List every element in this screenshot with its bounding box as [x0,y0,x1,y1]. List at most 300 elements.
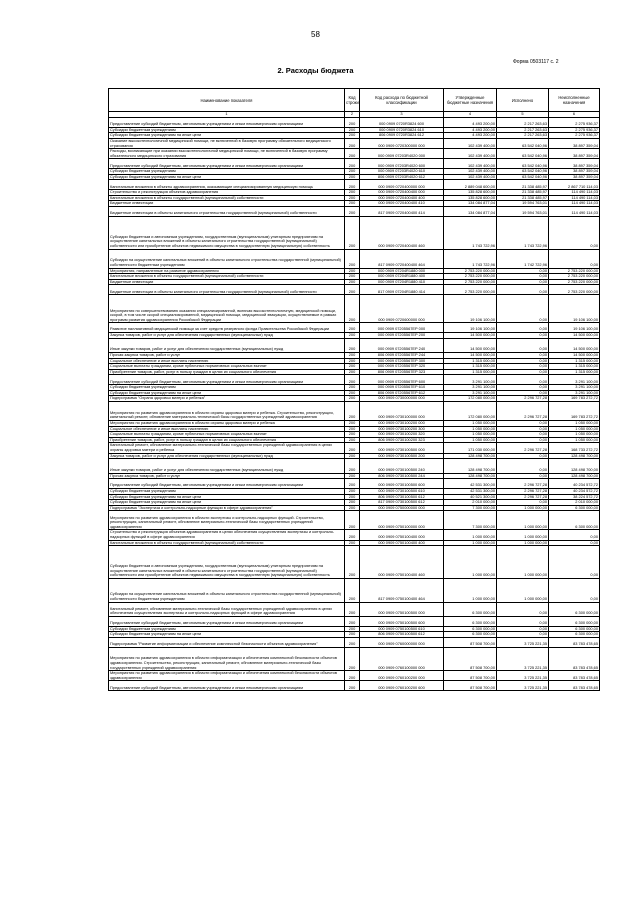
row-remaining: 1 050 000,00 [549,421,600,427]
row-line-code: 200 [345,616,360,626]
row-line-code: 200 [345,268,360,274]
row-remaining: 1 050 000,00 [549,437,600,443]
row-remaining: 2 275 936,37 [549,133,600,139]
row-expense-code: 000 0909 07205567ЕР 000 [360,323,444,333]
row-executed: 19 594 763,01 [497,201,549,207]
row-approved: 87 508 700,00 [444,681,497,691]
row-line-code: 200 [345,138,360,148]
row-expense-code: 806 0909 07205567ЕР 244 [360,353,444,359]
row-line-code: 200 [345,473,360,479]
row-line-code: 200 [345,274,360,280]
row-line-code: 200 [345,133,360,139]
row-executed: 3 725 221,35 [497,647,549,671]
row-approved: 2 753 220 000,00 [444,285,497,295]
row-executed: 3 725 221,35 [497,671,549,681]
row-line-code: 200 [345,488,360,494]
row-approved: 6 300 000,00 [444,632,497,638]
row-expense-code: 000 0909 0730100500 200 [360,453,444,459]
row-name: Бюджетные инвестиции в объекты капитального строительства государственной (муниципальной) собственности [109,285,345,295]
row-approved: 135 828 600,00 [444,190,497,196]
row-approved: 102 439 400,00 [444,138,497,148]
row-expense-code: 000 0909 0720400400 000 [360,190,444,196]
row-line-code: 200 [345,500,360,506]
row-name: Развитие паллиативной медицинской помощи за счет средств резервного фонда Правительства Российской Федерации [109,323,345,333]
row-line-code: 200 [345,127,360,133]
row-expense-code: 000 0909 0730100200 000 [360,421,444,427]
row-remaining: 0,00 [549,530,600,540]
section-title: 2. Расходы бюджета [277,66,354,75]
row-executed: 3 725 221,35 [497,637,549,647]
row-executed: 2 217 263,63 [497,133,549,139]
row-approved: 128 498 700,00 [444,459,497,473]
row-remaining: 19 106 100,00 [549,295,600,323]
row-expense-code: 000 0909 0750100400 000 [360,530,444,540]
row-executed: 0,00 [497,323,549,333]
row-remaining: 14 500 000,00 [549,338,600,352]
row-executed: 0,00 [497,295,549,323]
row-line-code: 200 [345,546,360,579]
row-name: Мероприятия по развитию здравоохранения в области охраны здоровья матери и ребенка. Строительство, реконструкция, капитальный ремонт, обновление материально-технической базы государственных учреждений здравоохранения [109,402,345,421]
row-remaining: 1 315 000,00 [549,369,600,375]
row-line-code: 200 [345,647,360,671]
row-name: Капитальные вложения в объекты государственной (муниципальной) собственности [109,274,345,280]
row-name: Субсидии на осуществление капитальных вложений в объекты капитального строительства государственной (муниципальной) собственности бюджетным учреждениям [109,249,345,268]
row-executed: 1 742 722,96 [497,249,549,268]
row-remaining: 0,00 [549,546,600,579]
row-executed: 63 542 040,96 [497,169,549,175]
table-row [109,118,600,128]
row-expense-code: 817 0909 0730100500 612 [360,500,444,506]
row-name: Подпрограмма "Развитие информатизации и обеспечение комплексной безопасности объектов здравоохранения" [109,637,345,647]
row-executed: 1 000 000,00 [497,505,549,511]
table-row [109,285,600,295]
row-line-code: 200 [345,249,360,268]
row-executed: 0,00 [497,500,549,506]
row-remaining: 114 490 114,03 [549,195,600,201]
row-expense-code: 000 0909 07203R4020 600 [360,159,444,169]
row-remaining: 14 500 000,00 [549,333,600,339]
row-line-code: 200 [345,505,360,511]
row-line-code: 200 [345,358,360,364]
row-expense-code: 000 0909 0730100500 240 [360,459,444,473]
row-name: Приобретение товаров, работ, услуг в пользу граждан в целях их социального обеспечения [109,369,345,375]
row-line-code: 200 [345,118,360,128]
row-expense-code: 000 0909 0730100500 600 [360,479,444,489]
row-executed: 0,00 [497,274,549,280]
row-expense-code: 000 0909 0720400400 410 [360,201,444,207]
row-executed: 0,00 [497,426,549,432]
row-line-code: 200 [345,201,360,207]
row-remaining: 114 490 114,03 [549,201,600,207]
table-row [109,195,600,201]
header-index: 3 [360,112,444,118]
row-approved: 1 050 000,00 [444,437,497,443]
row-name: Оказание высокотехнологичной медицинской помощи, не включенной в базовую программу обязательного медицинского страхования [109,138,345,148]
row-expense-code: 806 0909 0730100200 323 [360,437,444,443]
row-executed: 1 000 000,00 [497,530,549,540]
row-expense-code: 000 0909 07203R4020 610 [360,169,444,175]
row-remaining: 83 783 478,65 [549,671,600,681]
row-executed: 19 594 763,01 [497,206,549,216]
row-approved: 19 106 100,00 [444,323,497,333]
row-remaining: 2 753 220 000,00 [549,285,600,295]
row-approved: 2 889 048 600,00 [444,180,497,190]
row-remaining: 6 300 000,00 [549,511,600,530]
header-index: 4 [444,112,497,118]
row-approved: 14 500 000,00 [444,353,497,359]
row-approved: 42 531 300,00 [444,488,497,494]
row-executed: 0,00 [497,369,549,375]
row-approved: 128 498 700,00 [444,453,497,459]
row-remaining: 2 867 710 114,03 [549,180,600,190]
row-expense-code: 817 0909 07204R1880 414 [360,285,444,295]
row-name: Строительство и реконструкция объектов здравоохранения в целях обеспечения осуществления экспертизы и контрольно-надзорных функций в сфере здравоохранения [109,530,345,540]
row-remaining: 38 897 359,04 [549,138,600,148]
row-name: Субсидии бюджетным и автономным учреждениям, государственным (муниципальным) унитарным предприятиям на осуществление капитальных вложений в объекты капитального строительства государственной (муниципальной) собственности или приобретение объектов недвижимого имущества в государственную (муниципальную) собственность [109,216,345,249]
row-name: Иные закупки товаров, работ и услуг для обеспечения государственных (муниципальных) нужд [109,338,345,352]
row-remaining: 40 234 572,72 [549,479,600,489]
row-executed: 0,00 [497,616,549,626]
row-approved: 134 084 877,04 [444,206,497,216]
row-remaining: 83 783 478,65 [549,681,600,691]
row-remaining: 128 498 700,00 [549,453,600,459]
row-line-code: 200 [345,421,360,427]
row-remaining: 38 897 359,04 [549,174,600,180]
row-executed: 2 217 263,63 [497,127,549,133]
table-row [109,216,600,249]
table-row [109,190,600,196]
row-expense-code: 000 0909 07204R1880 000 [360,268,444,274]
row-expense-code: 000 0909 07205567ЕР 320 [360,364,444,370]
row-approved: 3 291 100,00 [444,375,497,385]
row-executed: 1 743 722,96 [497,216,549,249]
row-line-code: 200 [345,626,360,632]
row-name: Мероприятия по развитию здравоохранения в области экспертизы и контрольно-надзорных функций. Строительство, реконструкция, капитальный ремонт, обновление материально-технической базы государственных учреждений здравоохранения [109,511,345,530]
row-line-code: 200 [345,190,360,196]
row-approved: 7 300 000,00 [444,505,497,511]
row-expense-code: 000 0909 07204R1880 410 [360,279,444,285]
table-header [109,89,600,118]
row-executed: 1 000 000,00 [497,578,549,602]
row-remaining: 128 498 700,00 [549,459,600,473]
row-executed: 0,00 [497,268,549,274]
row-name: Мероприятия по развитию здравоохранения в области информатизации и обеспечения комплексной безопасности объектов здравоохранения. Строительство, реконструкция, капитальный ремонт, обновление материально-технической базы государственных учреждений здравоохранения [109,647,345,671]
row-executed: 0,00 [497,437,549,443]
row-expense-code: 000 0909 0750100500 610 [360,626,444,632]
row-name: Предоставление субсидий бюджетным, автономным учреждениям и иным некоммерческим организациям [109,159,345,169]
row-expense-code: 000 0909 0720R3824 610 [360,127,444,133]
row-executed: 0,00 [497,385,549,391]
row-expense-code: 000 0909 0720400400 400 [360,195,444,201]
row-line-code: 200 [345,169,360,175]
header-expense-code: Код расхода по бюджетной классификации [360,89,444,112]
row-line-code: 200 [345,437,360,443]
table-row [109,546,600,579]
row-executed: 3 725 221,35 [497,681,549,691]
row-line-code: 200 [345,578,360,602]
table-row [109,479,600,489]
row-approved: 6 300 000,00 [444,626,497,632]
row-expense-code: 000 0909 0750100400 400 [360,540,444,546]
row-line-code: 200 [345,671,360,681]
header-index: 2 [345,112,360,118]
row-expense-code: 000 0909 0760100200 600 [360,681,444,691]
row-expense-code: 000 0909 0760000000 000 [360,637,444,647]
row-remaining: 128 498 700,00 [549,473,600,479]
row-name: Мероприятия по развитию здравоохранения в области охраны здоровья матери и ребенка [109,421,345,427]
row-remaining: 38 897 359,04 [549,169,600,175]
row-approved: 6 300 000,00 [444,616,497,626]
row-line-code: 200 [345,159,360,169]
row-executed: 2 296 727,28 [497,443,549,453]
table-row [109,671,600,681]
row-remaining: 2 753 220 000,00 [549,279,600,285]
row-remaining: 168 733 272,72 [549,443,600,453]
row-remaining: 6 300 000,00 [549,626,600,632]
row-remaining: 2 753 220 000,00 [549,274,600,280]
row-line-code: 200 [345,323,360,333]
table-row [109,133,600,139]
row-executed: 0,00 [497,358,549,364]
row-executed: 0,00 [497,632,549,638]
expenses-table [108,88,600,691]
row-name: Прочая закупка товаров, работ и услуг [109,353,345,359]
row-expense-code: 806 0909 0750100500 612 [360,632,444,638]
table-body [109,118,600,691]
row-executed: 0,00 [497,453,549,459]
row-remaining: 114 490 114,03 [549,190,600,196]
row-name: Субсидии бюджетным учреждениям на иные цели [109,494,345,500]
row-expense-code: 806 0909 0730100500 612 [360,494,444,500]
header-line-code: Код строки [345,89,360,112]
row-executed: 1 000 000,00 [497,511,549,530]
row-expense-code: 000 0909 0750100000 000 [360,511,444,530]
row-name: Закупка товаров, работ и услуг для обеспечения государственных (муниципальных) нужд [109,333,345,339]
row-executed: 0,00 [497,364,549,370]
row-line-code: 200 [345,426,360,432]
table-row [109,602,600,616]
row-executed: 2 296 727,28 [497,396,549,402]
row-line-code: 200 [345,279,360,285]
row-expense-code: 806 0909 07205567ЕР 612 [360,390,444,396]
row-line-code: 200 [345,459,360,473]
row-name: Закупка товаров, работ и услуг для обеспечения государственных (муниципальных) нужд [109,453,345,459]
row-name: Субсидии бюджетным учреждениям на иные цели [109,632,345,638]
header-index: 5 [497,112,549,118]
row-name: Субсидии бюджетным учреждениям [109,626,345,632]
row-executed: 63 542 040,96 [497,149,549,159]
table-row [109,505,600,511]
row-line-code: 200 [345,432,360,438]
row-line-code: 200 [345,494,360,500]
row-line-code: 200 [345,479,360,489]
row-approved: 1 315 000,00 [444,369,497,375]
row-executed: 63 542 040,96 [497,138,549,148]
row-expense-code: 000 0909 0750100500 000 [360,602,444,616]
row-name: Расходы, возникающие при оказании высокотехнологичной медицинской помощи, не включенной в базовую программу обязательного медицинского страхования [109,149,345,159]
row-approved: 2 753 220 000,00 [444,279,497,285]
row-line-code: 200 [345,602,360,616]
row-name: Строительство и реконструкция объектов здравоохранения [109,190,345,196]
row-expense-code: 817 0909 0720400400 464 [360,249,444,268]
row-executed: 1 000 000,00 [497,540,549,546]
table-row [109,138,600,148]
row-name: Капитальный ремонт, обновление материально-технической базы государственных учреждений здравоохранения в целях охраны здоровья матери и ребенка [109,443,345,453]
row-remaining: 38 897 359,04 [549,149,600,159]
row-line-code: 200 [345,385,360,391]
row-approved: 102 439 400,00 [444,159,497,169]
row-expense-code: 806 0909 07205567ЕР 323 [360,369,444,375]
row-name: Субсидии на осуществление капитальных вложений в объекты капитального строительства государственной (муниципальной) собственности бюджетным учреждениям [109,578,345,602]
table-row [109,249,600,268]
row-remaining: 1 050 000,00 [549,432,600,438]
row-line-code: 200 [345,632,360,638]
row-approved: 19 106 100,00 [444,295,497,323]
row-executed: 0,00 [497,390,549,396]
row-remaining: 0,00 [549,216,600,249]
row-approved: 6 300 000,00 [444,602,497,616]
row-approved: 102 439 400,00 [444,149,497,159]
row-executed: 0,00 [497,279,549,285]
table-row [109,578,600,602]
row-line-code: 200 [345,453,360,459]
row-remaining: 0,00 [549,540,600,546]
row-expense-code: 806 0909 07203R4020 612 [360,174,444,180]
row-remaining: 19 106 100,00 [549,323,600,333]
table-row [109,459,600,473]
row-line-code: 200 [345,333,360,339]
row-executed: 0,00 [497,338,549,352]
row-line-code: 200 [345,285,360,295]
row-name: Субсидии бюджетным и автономным учреждениям, государственным (муниципальным) унитарным предприятиям на осуществление капитальных вложений в объекты капитального строительства государственной (муниципальной) собственности или приобретение объектов недвижимого имущества в государственную (муниципальную) собственность [109,546,345,579]
row-approved: 102 439 400,00 [444,174,497,180]
row-expense-code: 000 0909 0720R3824 600 [360,118,444,128]
row-expense-code: 000 0909 0760100200 000 [360,671,444,681]
row-expense-code: 000 0909 0730100200 300 [360,426,444,432]
row-remaining: 3 291 100,00 [549,375,600,385]
row-remaining: 1 315 000,00 [549,364,600,370]
row-line-code: 200 [345,180,360,190]
row-line-code: 200 [345,364,360,370]
row-executed: 2 296 727,28 [497,479,549,489]
row-remaining: 3 291 100,00 [549,390,600,396]
row-remaining: 2 275 936,37 [549,118,600,128]
row-expense-code: 000 0909 0760100000 000 [360,647,444,671]
row-approved: 172 080 000,00 [444,402,497,421]
row-line-code: 200 [345,396,360,402]
row-line-code: 200 [345,511,360,530]
row-executed: 0,00 [497,421,549,427]
row-approved: 4 493 200,00 [444,133,497,139]
row-expense-code: 000 0909 07204R1880 400 [360,274,444,280]
row-line-code: 200 [345,402,360,421]
row-executed: 0,00 [497,353,549,359]
row-approved: 2 753 220 000,00 [444,268,497,274]
row-approved: 3 291 100,00 [444,385,497,391]
row-expense-code: 000 0909 0720300000 000 [360,138,444,148]
table-row [109,637,600,647]
row-executed: 0,00 [497,459,549,473]
row-line-code: 200 [345,353,360,359]
row-executed: 2 296 727,28 [497,494,549,500]
row-executed: 0,00 [497,602,549,616]
row-approved: 128 498 700,00 [444,473,497,479]
row-name: Субсидии бюджетным учреждениям на иные цели [109,133,345,139]
row-remaining: 0,00 [549,578,600,602]
row-executed: 21 338 485,97 [497,180,549,190]
row-approved: 172 080 000,00 [444,396,497,402]
row-executed: 0,00 [497,333,549,339]
row-remaining: 6 300 000,00 [549,602,600,616]
row-line-code: 200 [345,338,360,352]
table-row [109,338,600,352]
table-row [109,681,600,691]
row-executed: 2 217 263,63 [497,118,549,128]
row-name: Субсидии бюджетным учреждениям [109,488,345,494]
row-approved: 1 743 722,96 [444,216,497,249]
row-approved: 1 000 000,00 [444,546,497,579]
row-approved: 87 508 700,00 [444,637,497,647]
row-line-code: 200 [345,390,360,396]
table-row [109,402,600,421]
row-name: Предоставление субсидий бюджетным, автономным учреждениям и иным некоммерческим организациям [109,118,345,128]
row-name: Социальные выплаты гражданам, кроме публичных нормативных социальных выплат [109,432,345,438]
row-executed: 0,00 [497,285,549,295]
row-line-code: 200 [345,216,360,249]
row-expense-code: 000 0909 0750100400 460 [360,546,444,579]
row-line-code: 200 [345,369,360,375]
row-approved: 1 050 000,00 [444,426,497,432]
row-approved: 4 493 200,00 [444,127,497,133]
table-row [109,295,600,323]
row-approved: 1 743 722,96 [444,249,497,268]
row-name: Социальное обеспечение и иные выплаты населению [109,426,345,432]
row-executed: 0,00 [497,473,549,479]
row-approved: 2 010 000,00 [444,500,497,506]
row-expense-code: 000 0909 07205567ЕР 200 [360,333,444,339]
row-expense-code: 000 0909 0720400400 460 [360,216,444,249]
table-row [109,323,600,333]
row-name: Капитальные вложения в объекты государственной (муниципальной) собственности [109,540,345,546]
row-line-code: 200 [345,530,360,540]
row-expense-code: 000 0909 0730000000 000 [360,396,444,402]
row-name: Предоставление субсидий бюджетным, автономным учреждениям и иным некоммерческим организациям [109,479,345,489]
table-row [109,530,600,540]
row-name: Предоставление субсидий бюджетным, автономным учреждениям и иным некоммерческим организациям [109,681,345,691]
row-remaining: 40 234 572,72 [549,488,600,494]
row-approved: 1 050 000,00 [444,432,497,438]
row-approved: 1 315 000,00 [444,358,497,364]
form-code: Форма 0503117 с. 2 [513,59,559,65]
row-line-code: 200 [345,637,360,647]
row-remaining: 2 010 000,00 [549,500,600,506]
row-approved: 135 828 600,00 [444,195,497,201]
row-executed: 2 296 727,28 [497,402,549,421]
table-row [109,159,600,169]
row-name: Мероприятия по совершенствованию оказания специализированной, включая высокотехнологичную, медицинской помощи, скорой, в том числе скорой специализированной, медицинской помощи, медицинской эвакуации, осуществляемые в рамках программ развития здравоохранения Российской Федерации [109,295,345,323]
header-name: Наименование показателя [109,89,345,112]
row-remaining: 3 291 100,00 [549,385,600,391]
row-expense-code: 000 0909 0750100500 600 [360,616,444,626]
header-approved: Утвержденные бюджетные назначения [444,89,497,112]
row-expense-code: 000 0909 0750000000 000 [360,505,444,511]
row-expense-code: 000 0909 0720600000 000 [360,295,444,323]
row-name: Бюджетные инвестиции [109,201,345,207]
row-approved: 1 000 000,00 [444,578,497,602]
row-remaining: 6 300 000,00 [549,632,600,638]
row-remaining: 83 783 478,65 [549,637,600,647]
table-row [109,616,600,626]
